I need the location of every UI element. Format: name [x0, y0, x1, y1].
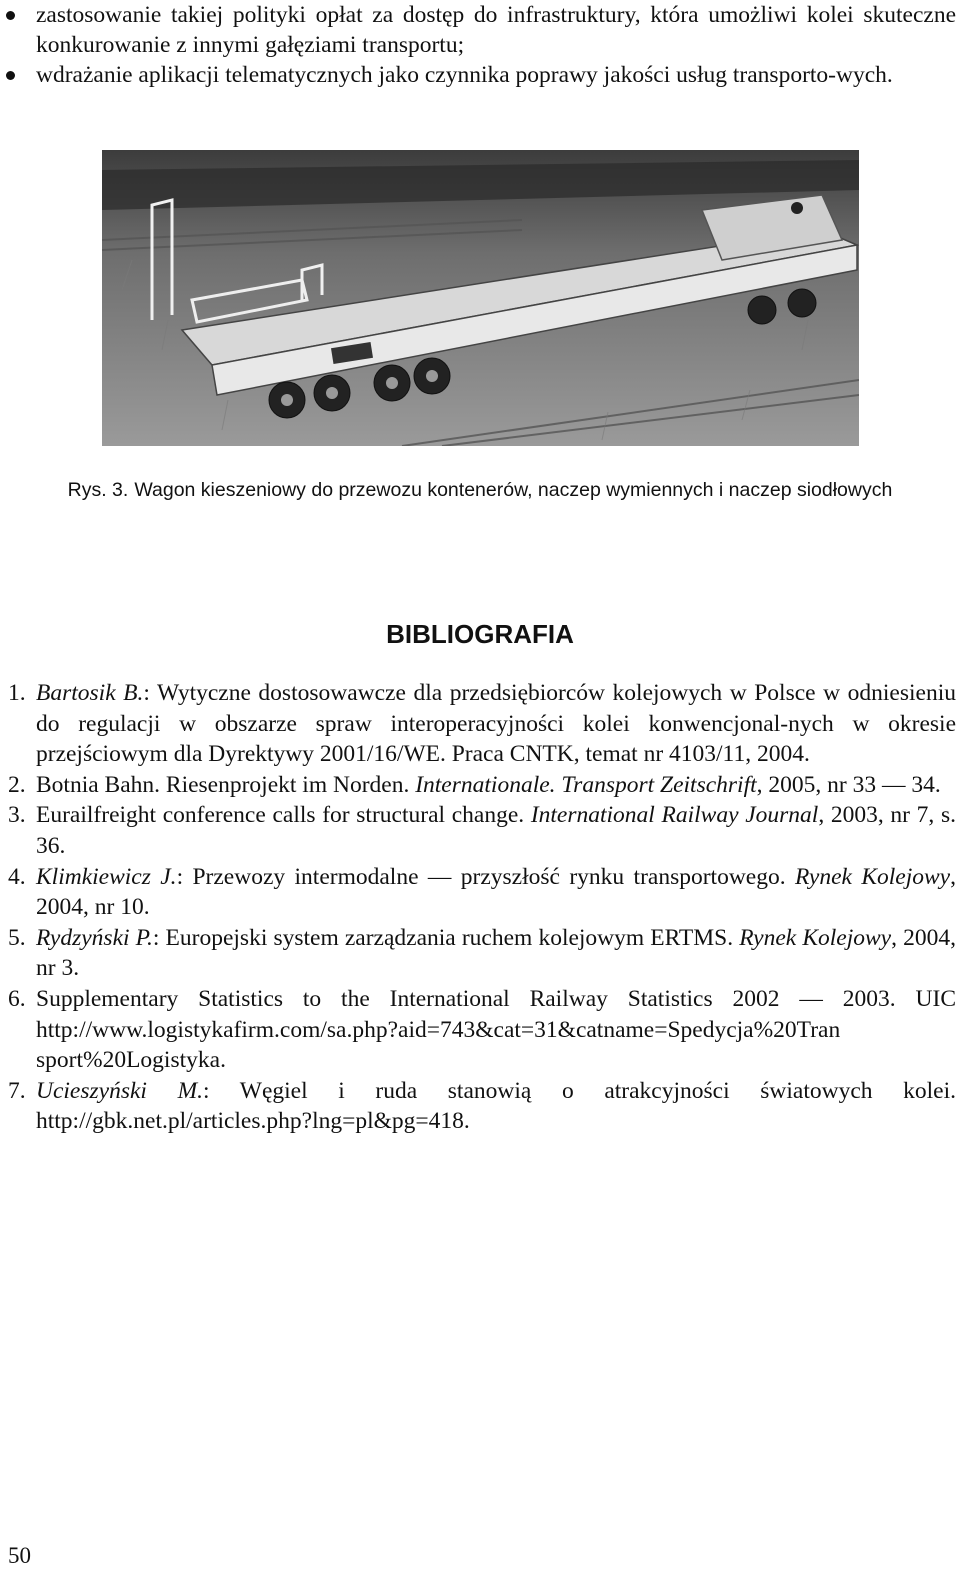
reference-number: 5.: [8, 924, 26, 951]
reference-number: 7.: [8, 1077, 26, 1104]
bullet-dot-icon: [6, 71, 15, 80]
figure-caption: [0, 476, 960, 504]
figure-caption-text: Wagon kieszeniowy do przewozu kontenerów, naczep wymiennych i naczep siodłowych: [134, 479, 893, 501]
bibliography-heading: BIBLIOGRAFIA: [386, 619, 574, 649]
reference-details: , 2003, nr 7, s. 36.: [36, 802, 956, 859]
reference-item: [8, 800, 956, 861]
reference-author: Bartosik B.: [36, 680, 144, 706]
reference-item: [8, 678, 956, 770]
reference-item: [8, 862, 956, 923]
page-number: 50: [8, 1543, 31, 1568]
reference-text: Supplementary Statistics to the International Railway Statistics 2002 — 2003. UIC http://www.logistykafirm.com/sa.php?aid=743&cat=31&catname=Spedycja%20Tran sport%20Logistyka.: [36, 985, 956, 1074]
figure-label: Rys. 3.: [67, 479, 129, 501]
reference-text: : Europejski system zarządzania ruchem kolejowym ERTMS.: [152, 924, 740, 951]
reference-number: 4.: [8, 863, 26, 890]
reference-number: 2.: [8, 771, 26, 798]
reference-text: Botnia Bahn. Riesenprojekt im Norden.: [36, 771, 416, 798]
bullet-item: [6, 0, 956, 60]
bullet-list: [6, 0, 956, 90]
reference-source: Internationale. Transport Zeitschrift: [415, 771, 757, 798]
reference-item: [8, 770, 956, 801]
reference-author: Ucieszyński M.: [36, 1077, 204, 1104]
reference-author: Rydzyński P.: [36, 924, 153, 951]
reference-source: Rynek Kolejowy: [794, 863, 951, 890]
bibliography-list: [8, 678, 956, 1137]
reference-item: [8, 1076, 956, 1137]
reference-details: , 2005, nr 33 — 34.: [756, 771, 941, 798]
reference-details: , 2004, nr 10.: [36, 863, 956, 921]
reference-author: Klimkiewicz J.: [36, 863, 177, 890]
wagon-photo-illustration: [102, 150, 859, 446]
bullet-item: [6, 60, 956, 90]
reference-text: : Węgiel i ruda stanowią o atrakcyjności światowych kolei. http://gbk.net.pl/articles.php?lng=pl&pg=418.: [36, 1077, 956, 1135]
bullet-dot-icon: [6, 11, 15, 20]
reference-item: [8, 923, 956, 984]
reference-source: International Railway Journal: [530, 802, 819, 829]
bullet-text: wdrażanie aplikacji telematycznych jako czynnika poprawy jakości usług transporto-wych.: [36, 62, 893, 88]
reference-text: Eurailfreight conference calls for structural change.: [36, 802, 531, 829]
reference-text: : Przewozy intermodalne — przyszłość rynku transportowego.: [176, 863, 795, 890]
bullet-text: zastosowanie takiej polityki opłat za dostęp do infrastruktury, która umożliwi kolei skuteczne konkurowanie z innymi gałęziami transportu;: [36, 2, 956, 58]
figure-photo-wagon: [102, 150, 859, 446]
reference-number: 3.: [8, 802, 26, 829]
reference-number: 6.: [8, 985, 26, 1012]
reference-number: 1.: [8, 680, 26, 706]
reference-details: , 2004, nr 3.: [36, 924, 956, 982]
reference-source: Rynek Kolejowy: [739, 924, 892, 951]
reference-text: : Wytyczne dostosowawcze dla przedsiębiorców kolejowych w Polsce w odniesieniu do regulacji w obszarze spraw interoperacyjności kolei konwencjonal-nych w okresie przejściowym dla Dyrektywy 2001/16/WE. Praca CNTK, temat nr 4103/11, 2004.: [36, 680, 956, 768]
reference-item: [8, 984, 956, 1076]
